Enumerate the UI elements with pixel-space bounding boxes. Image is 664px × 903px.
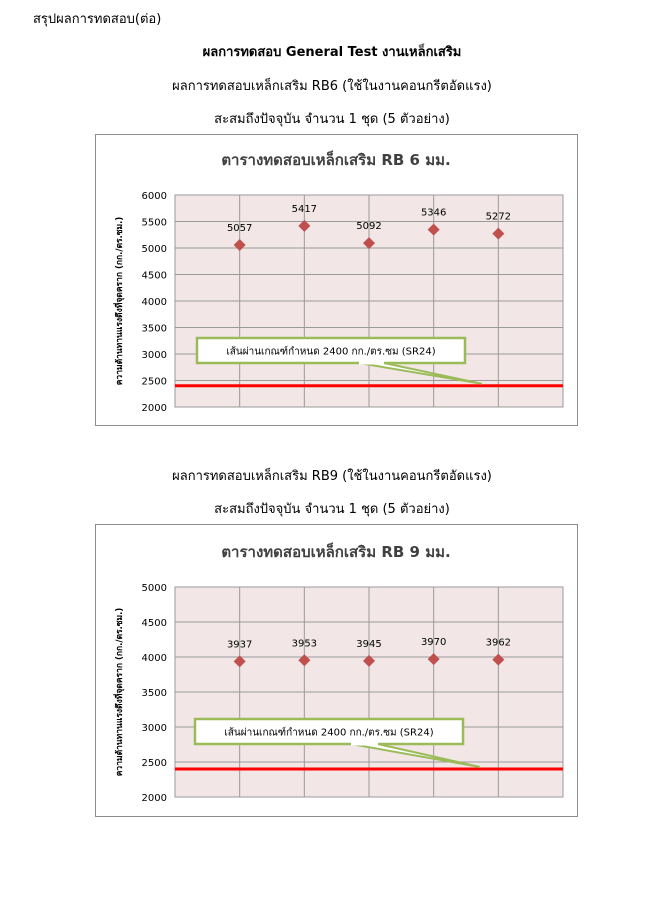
rb9-chart-panel [95, 524, 578, 817]
rb9-data-label: 3962 [485, 637, 512, 649]
rb9-data-label: 3937 [226, 639, 253, 651]
rb9-data-label: 3953 [291, 638, 318, 650]
rb6-y-tick-label: 5000 [141, 244, 167, 255]
rb6-data-label: 5417 [291, 203, 318, 215]
rb6-section-subtitle: ผลการทดสอบเหล็กเสริม RB6 (ใช้ในงานคอนกรีตอัดแรง) [172, 79, 492, 94]
rb6-sample-count: สะสมถึงปัจจุบัน จำนวน 1 ชุด (5 ตัวอย่าง) [214, 112, 450, 127]
rb6-y-tick-label: 3500 [141, 323, 167, 335]
rb6-y-tick-label: 5500 [141, 217, 167, 229]
rb9-y-tick-label: 2500 [141, 758, 167, 769]
rb6-chart-panel [95, 134, 578, 426]
document-heading: สรุปผลการทดสอบ(ต่อ) [33, 12, 162, 27]
rb6-y-axis-label: ความต้านทานแรงดึงที่จุดคราก (กก./ตร.ซม.) [115, 216, 125, 386]
rb6-data-label: 5346 [420, 207, 447, 219]
rb9-chart-title: ตารางทดสอบเหล็กเสริม RB 9 มม. [221, 543, 451, 561]
rb6-chart-title: ตารางทดสอบเหล็กเสริม RB 6 มม. [221, 151, 451, 169]
rb6-scatter-chart [96, 135, 577, 425]
report-title: ผลการทดสอบ General Test งานเหล็กเสริม [202, 45, 462, 60]
rb9-y-tick-label: 4500 [141, 618, 167, 629]
rb9-scatter-chart [96, 525, 577, 816]
rb9-data-label: 3945 [356, 638, 382, 650]
rb6-y-tick-label: 2500 [141, 376, 167, 388]
rb9-y-tick-label: 3000 [141, 723, 167, 734]
rb9-y-tick-label: 3500 [141, 688, 167, 699]
rb9-y-axis-label: ความต้านทานแรงดึงที่จุดคราก (กก./ตร.ซม.) [115, 607, 125, 777]
rb6-threshold-label: เส้นผ่านเกณฑ์กำหนด 2400 กก./ตร.ซม (SR24) [226, 346, 436, 358]
rb9-data-label: 3970 [420, 637, 447, 649]
rb6-y-tick-label: 2000 [141, 403, 167, 414]
rb6-y-tick-label: 3000 [141, 350, 167, 361]
rb6-y-tick-label: 4500 [141, 270, 167, 282]
rb9-y-tick-label: 2000 [141, 793, 167, 804]
rb9-y-tick-label: 4000 [141, 653, 167, 664]
rb9-sample-count: สะสมถึงปัจจุบัน จำนวน 1 ชุด (5 ตัวอย่าง) [214, 502, 450, 517]
rb6-data-label: 5092 [356, 221, 382, 233]
rb6-data-label: 5272 [485, 211, 512, 223]
rb6-y-tick-label: 4000 [141, 297, 167, 308]
rb9-section-subtitle: ผลการทดสอบเหล็กเสริม RB9 (ใช้ในงานคอนกรีตอัดแรง) [172, 469, 492, 484]
rb6-y-tick-label: 6000 [141, 191, 167, 202]
rb6-data-label: 5057 [226, 222, 253, 234]
rb9-threshold-label: เส้นผ่านเกณฑ์กำหนด 2400 กก./ตร.ซม (SR24) [224, 727, 434, 739]
rb9-y-tick-label: 5000 [141, 583, 167, 594]
